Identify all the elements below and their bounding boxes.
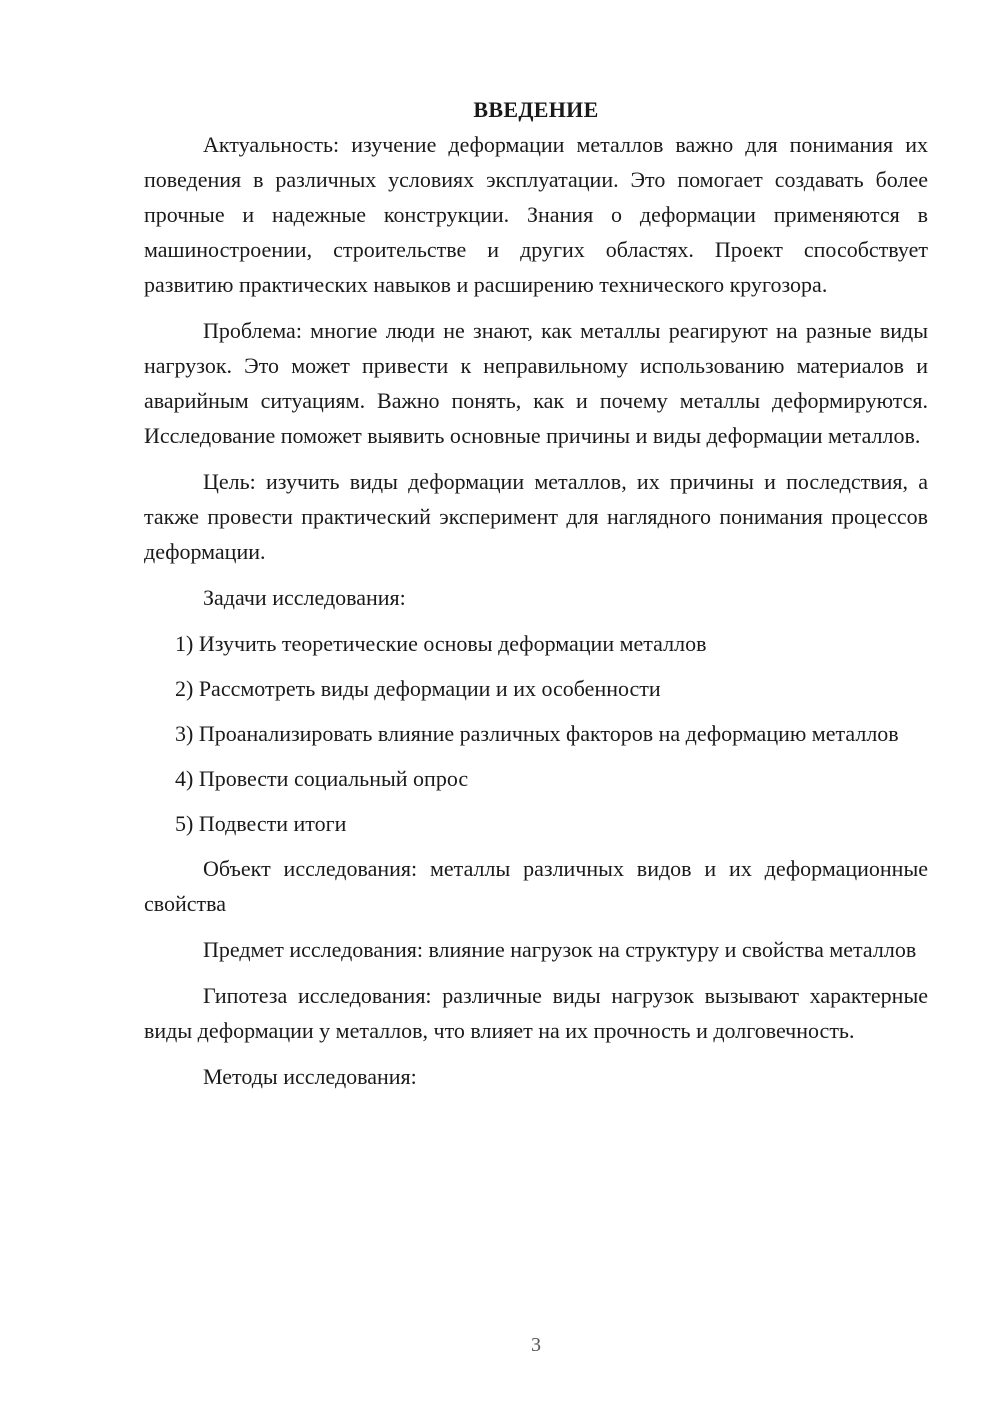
task-item-1: 1) Изучить теоретические основы деформации металлов [175,631,707,656]
paragraph-object: Объект исследования: металлы различных видов и их деформационные свойства [144,856,928,916]
task-item-3: 3) Проанализировать влияние различных факторов на деформацию металлов [175,721,899,746]
document-page [144,92,928,1105]
task-item-4: 4) Провести социальный опрос [175,766,469,791]
section-title: ВВЕДЕНИЕ [473,97,599,122]
paragraph-relevance: Актуальность: изучение деформации металлов важно для понимания их поведения в различных условиях эксплуатации. Это помогает создавать более прочные и надежные конструкции. Знания о деформации применяются в машиностроении, строительстве и других областях. Проект способствует развитию практических навыков и расширению технического кругозора. [144,132,928,297]
task-item-2: 2) Рассмотреть виды деформации и их особенности [175,676,661,701]
page-number: 3 [531,1334,541,1356]
paragraph-tasks-heading: Задачи исследования: [203,585,406,610]
paragraph-subject: Предмет исследования: влияние нагрузок на структуру и свойства металлов [203,937,917,962]
paragraph-problem: Проблема: многие люди не знают, как металлы реагируют на разные виды нагрузок. Это может привести к неправильному использованию материалов и аварийным ситуациям. Важно понять, как и почему металлы деформируются. Исследование поможет выявить основные причины и виды деформации металлов. [144,318,928,448]
paragraph-hypothesis: Гипотеза исследования: различные виды нагрузок вызывают характерные виды деформации у металлов, что влияет на их прочность и долговечность. [144,983,928,1043]
task-item-5: 5) Подвести итоги [175,811,347,836]
paragraph-methods: Методы исследования: [203,1064,417,1089]
paragraph-goal: Цель: изучить виды деформации металлов, их причины и последствия, а также провести практический эксперимент для наглядного понимания процессов деформации. [144,469,928,564]
